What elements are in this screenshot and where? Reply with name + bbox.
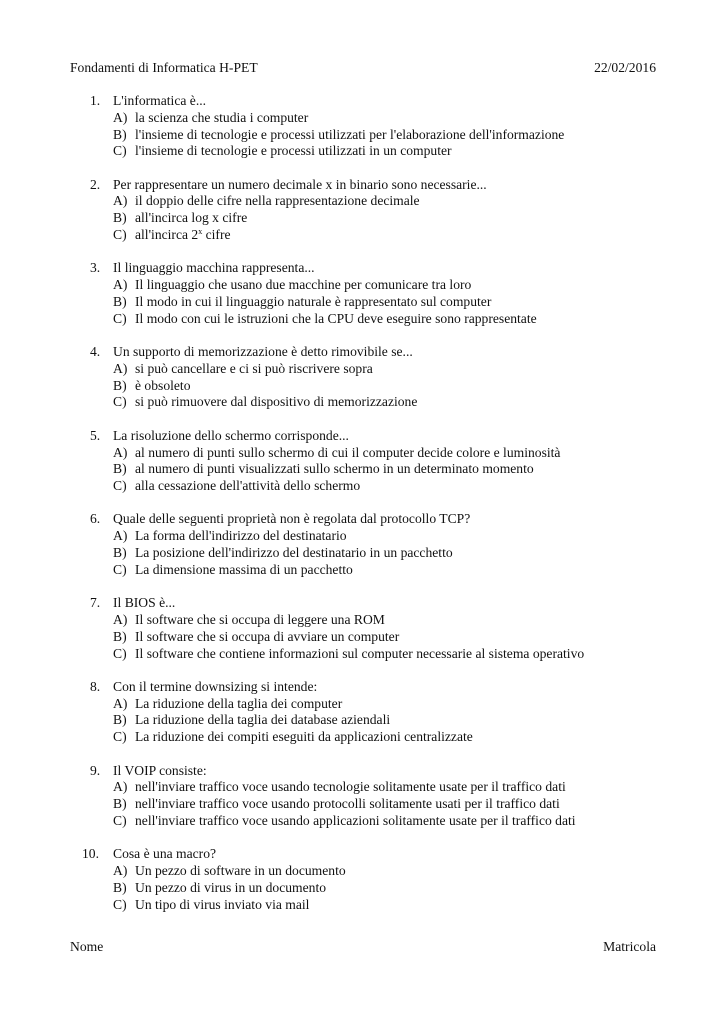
answer-option — [90, 796, 650, 813]
question-text: Il VOIP consiste: — [113, 762, 207, 778]
question-number: 2. — [90, 176, 101, 192]
answer-option — [90, 813, 650, 830]
option-text — [135, 378, 191, 395]
page-footer — [70, 938, 656, 955]
course-title: Fondamenti di Informatica H-PET — [70, 60, 258, 75]
question-number: 7. — [90, 595, 101, 611]
option-text-main: l'insieme di tecnologie e processi utilizzati per l'elaborazione dell'informazione — [135, 126, 565, 142]
option-letter: C) — [113, 227, 127, 243]
option-text-main: il doppio delle cifre nella rappresentazione decimale — [135, 193, 420, 209]
question-number: 10. — [82, 846, 99, 862]
option-letter: B) — [113, 796, 127, 812]
option-text-main: nell'inviare traffico voce usando tecnologie solitamente usate per il traffico dati — [135, 779, 566, 795]
option-text-main: Il software che contiene informazioni sul computer necessarie al sistema operativo — [135, 645, 585, 661]
option-letter: A) — [113, 528, 128, 544]
question-text: Cosa è una macro? — [113, 846, 217, 862]
option-text-main: La forma dell'indirizzo del destinatario — [135, 528, 347, 544]
answer-option — [90, 528, 650, 545]
answer-option — [90, 277, 650, 294]
option-letter: C) — [113, 310, 127, 326]
question-7 — [90, 595, 650, 662]
option-letter: B) — [113, 628, 127, 644]
question-4 — [90, 344, 650, 411]
answer-option — [90, 863, 650, 880]
page-header — [70, 59, 656, 76]
answer-option — [90, 311, 650, 328]
option-text — [135, 813, 576, 830]
option-text-main: Il linguaggio che usano due macchine per comunicare tra loro — [135, 277, 472, 293]
question-text: Per rappresentare un numero decimale x in binario sono necessarie... — [113, 176, 487, 192]
option-letter: A) — [113, 444, 128, 460]
option-text — [135, 143, 452, 160]
question-text: Con il termine downsizing si intende: — [113, 678, 318, 694]
answer-option — [90, 696, 650, 713]
option-letter: C) — [113, 645, 127, 661]
option-letter: B) — [113, 126, 127, 142]
question-5 — [90, 428, 650, 495]
option-text-main: all'incirca log x cifre — [135, 210, 248, 226]
answer-option — [90, 294, 650, 311]
option-letter: B) — [113, 712, 127, 728]
option-text-main: la scienza che studia i computer — [135, 109, 309, 125]
answer-option — [90, 562, 650, 579]
option-exponent: x — [198, 227, 203, 237]
option-text-main: La riduzione dei compiti eseguiti da applicazioni centralizzate — [135, 729, 473, 745]
option-text — [135, 227, 231, 244]
option-text-main: La riduzione della taglia dei database aziendali — [135, 712, 391, 728]
option-letter: B) — [113, 545, 127, 561]
answer-option — [90, 445, 650, 462]
question-8 — [90, 679, 650, 746]
option-text-main: Il modo con cui le istruzioni che la CPU deve eseguire sono rappresentate — [135, 310, 537, 326]
option-text-main: nell'inviare traffico voce usando protocolli solitamente usati per il traffico dati — [135, 796, 560, 812]
answer-option — [90, 729, 650, 746]
option-text-main: Un pezzo di software in un documento — [135, 862, 346, 878]
answer-option — [90, 629, 650, 646]
option-letter: C) — [113, 896, 127, 912]
option-letter: C) — [113, 729, 127, 745]
answer-option — [90, 880, 650, 897]
question-2 — [90, 177, 650, 244]
option-text — [135, 729, 473, 746]
option-text-main: nell'inviare traffico voce usando applicazioni solitamente usate per il traffico dati — [135, 812, 576, 828]
question-1 — [90, 93, 650, 160]
option-text-main: La riduzione della taglia dei computer — [135, 695, 343, 711]
answer-option — [90, 361, 650, 378]
answer-option — [90, 545, 650, 562]
option-text — [135, 311, 537, 328]
option-text-main: al numero di punti visualizzati sullo schermo in un determinato momento — [135, 461, 534, 477]
answer-option — [90, 779, 650, 796]
option-text-main: si può rimuovere dal dispositivo di memorizzazione — [135, 394, 418, 410]
option-text-main: Il software che si occupa di leggere una ROM — [135, 611, 385, 627]
option-letter: B) — [113, 377, 127, 393]
option-text — [135, 294, 491, 311]
option-text-main: si può cancellare e ci si può riscrivere sopra — [135, 360, 373, 376]
answer-option — [90, 461, 650, 478]
option-text-suffix: cifre — [202, 227, 231, 243]
option-text — [135, 210, 247, 227]
question-number: 9. — [90, 762, 101, 778]
answer-option — [90, 143, 650, 160]
option-text — [135, 394, 417, 411]
question-number: 1. — [90, 93, 101, 108]
option-text — [135, 461, 534, 478]
question-10 — [82, 846, 650, 913]
option-text-main: Il modo in cui il linguaggio naturale è rappresentato sul computer — [135, 293, 492, 309]
option-letter: B) — [113, 210, 127, 226]
question-number: 3. — [90, 260, 101, 276]
option-text — [135, 779, 566, 796]
option-text — [135, 110, 308, 127]
option-text-main: all'incirca 2 — [135, 227, 199, 243]
question-text: La risoluzione dello schermo corrisponde... — [113, 427, 349, 443]
question-9 — [90, 763, 650, 830]
option-text — [135, 696, 342, 713]
option-text-main: alla cessazione dell'attività dello schermo — [135, 478, 361, 494]
question-text: Il linguaggio macchina rappresenta... — [113, 260, 315, 276]
option-letter: B) — [113, 879, 127, 895]
option-text-main: è obsoleto — [135, 377, 191, 393]
answer-option — [90, 110, 650, 127]
question-text: Il BIOS è... — [113, 595, 176, 611]
answer-option — [90, 897, 650, 914]
option-text — [135, 478, 360, 495]
option-text — [135, 880, 326, 897]
answer-option — [90, 378, 650, 395]
answer-option — [90, 712, 650, 729]
option-letter: A) — [113, 862, 128, 878]
option-letter: A) — [113, 360, 128, 376]
option-letter: A) — [113, 277, 128, 293]
answer-option — [90, 193, 650, 210]
student-id-label: Matricola — [603, 939, 656, 954]
option-text — [135, 612, 385, 629]
option-letter: A) — [113, 695, 128, 711]
option-text — [135, 545, 453, 562]
question-3 — [90, 260, 650, 327]
answer-option — [90, 612, 650, 629]
exam-date: 22/02/2016 — [594, 60, 656, 75]
option-text — [135, 361, 373, 378]
answer-option — [90, 394, 650, 411]
question-text: L'informatica è... — [113, 93, 207, 108]
option-text-main: La dimensione massima di un pacchetto — [135, 561, 353, 577]
option-letter: B) — [113, 293, 127, 309]
question-list — [82, 93, 650, 930]
answer-option — [90, 478, 650, 495]
option-text — [135, 897, 309, 914]
option-letter: A) — [113, 779, 128, 795]
option-text — [135, 193, 420, 210]
name-label: Nome — [70, 939, 104, 954]
question-number: 8. — [90, 678, 101, 694]
option-text-main: al numero di punti sullo schermo di cui il computer decide colore e luminosità — [135, 444, 561, 460]
option-text-main: Un pezzo di virus in un documento — [135, 879, 327, 895]
option-text — [135, 712, 390, 729]
answer-option — [90, 210, 650, 227]
answer-option — [90, 227, 650, 244]
question-6 — [90, 511, 650, 578]
option-text — [135, 796, 560, 813]
question-text: Un supporto di memorizzazione è detto rimovibile se... — [113, 344, 413, 360]
option-text — [135, 562, 353, 579]
option-text-main: Il software che si occupa di avviare un computer — [135, 628, 400, 644]
option-letter: A) — [113, 193, 128, 209]
option-letter: C) — [113, 812, 127, 828]
option-text — [135, 445, 560, 462]
question-number: 5. — [90, 427, 101, 443]
option-text — [135, 629, 399, 646]
option-letter: B) — [113, 461, 127, 477]
option-text-main: l'insieme di tecnologie e processi utilizzati in un computer — [135, 143, 452, 159]
option-letter: C) — [113, 394, 127, 410]
option-letter: A) — [113, 611, 128, 627]
question-number: 6. — [90, 511, 101, 527]
option-text-main: Un tipo di virus inviato via mail — [135, 896, 310, 912]
option-letter: C) — [113, 478, 127, 494]
option-text-main: La posizione dell'indirizzo del destinatario in un pacchetto — [135, 545, 453, 561]
option-text — [135, 646, 584, 663]
question-number: 4. — [90, 344, 101, 360]
option-text — [135, 277, 471, 294]
option-text — [135, 127, 564, 144]
answer-option — [90, 127, 650, 144]
option-text — [135, 863, 346, 880]
option-letter: A) — [113, 109, 128, 125]
answer-option — [90, 646, 650, 663]
option-text — [135, 528, 347, 545]
option-letter: C) — [113, 143, 127, 159]
option-letter: C) — [113, 561, 127, 577]
question-text: Quale delle seguenti proprietà non è regolata dal protocollo TCP? — [113, 511, 471, 527]
